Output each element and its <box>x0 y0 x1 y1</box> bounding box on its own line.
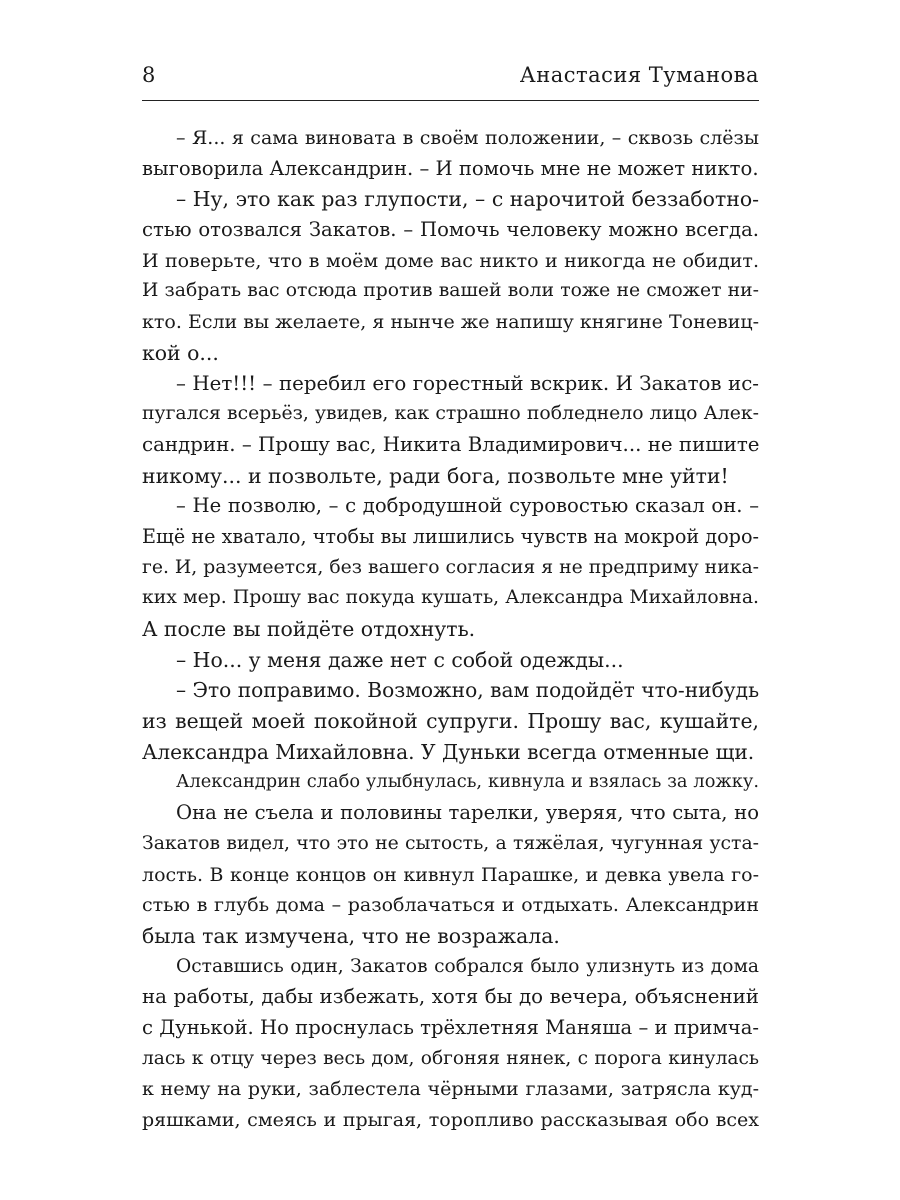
text-line: лась к отцу через весь дом, обгоняя нянек, с порога кинулась <box>142 1047 759 1069</box>
text-line: – Ну, это как раз глупости, – с нарочитой беззаботно- <box>176 187 759 212</box>
text-line: кой о... <box>142 340 219 365</box>
text-line: к нему на руки, заблестела чёрными глазами, затрясла куд- <box>142 1078 759 1101</box>
running-head <box>142 62 759 101</box>
text-line: Оставшись один, Закатов собрался было улизнуть из дома <box>176 955 759 977</box>
body-text <box>142 123 759 1136</box>
text-line: И поверьте, что в моём доме вас никто и никогда не обидит. <box>142 249 759 272</box>
text-line: никому... и позвольте, ради бога, позвольте мне уйти! <box>142 463 729 488</box>
text-line: Она не съела и половины тарелки, уверяя, что сыта, но <box>176 801 759 825</box>
book-page <box>142 62 759 1136</box>
text-line: сандрин. – Прошу вас, Никита Владимирович... не пишите <box>142 432 760 456</box>
text-line: ряшками, смеясь и прыгая, торопливо рассказывая обо всех <box>142 1109 759 1131</box>
page-number: 8 <box>142 63 156 87</box>
text-line: выговорила Александрин. – И помочь мне не может никто. <box>142 156 759 180</box>
text-line: Александра Михайловна. У Дуньки всегда отменные щи. <box>142 739 755 764</box>
text-line: с Дунькой. Но проснулась трёхлетняя Маняша – и примча- <box>142 1015 759 1039</box>
text-line: – Это поправимо. Возможно, вам подойдёт что-нибудь <box>176 678 760 703</box>
text-line: стью отозвался Закатов. – Помочь человеку можно всегда. <box>142 218 759 242</box>
text-line: – Но... у меня даже нет с собой одежды... <box>176 647 624 672</box>
author-name: Анастасия Туманова <box>519 63 759 87</box>
text-line: кто. Если вы желаете, я нынче же напишу княгине Тоневиц- <box>142 311 759 334</box>
text-line: Александрин слабо улыбнулась, кивнула и взялась за ложку. <box>176 771 759 793</box>
text-line: – Я... я сама виновата в своём положении, – сквозь слёзы <box>176 127 759 149</box>
text-line: стью в глубь дома – разоблачаться и отдыхать. Александрин <box>142 894 759 917</box>
text-line: из вещей моей покойной супруги. Прошу вас, кушайте, <box>142 709 759 734</box>
text-line: А после вы пойдёте отдохнуть. <box>142 617 476 641</box>
text-line: Закатов видел, что это не сытость, а тяжёлая, чугунная уста- <box>142 832 759 854</box>
text-line: была так измучена, что не возражала. <box>142 923 560 948</box>
text-line: на работы, дабы избежать, хотя бы до вечера, объяснений <box>142 985 759 1009</box>
text-line: ге. И, разумеется, без вашего согласия я не предприму ника- <box>142 556 759 578</box>
text-line: И забрать вас отсюда против вашей воли тоже не сможет ни- <box>142 280 759 302</box>
text-line: ких мер. Прошу вас покуда кушать, Александра Михайловна. <box>142 587 759 609</box>
text-line: Ещё не хватало, чтобы вы лишились чувств на мокрой доро- <box>142 524 759 548</box>
text-line: пугался всерьёз, увидев, как страшно побледнело лицо Алек- <box>142 403 759 425</box>
text-line: – Не позволю, – с добродушной суровостью сказал он. – <box>176 494 759 518</box>
text-line: лость. В конце концов он кивнул Парашке, и девка увела го- <box>142 863 759 886</box>
text-line: – Нет!!! – перебил его горестный вскрик. И Закатов ис- <box>176 371 759 395</box>
